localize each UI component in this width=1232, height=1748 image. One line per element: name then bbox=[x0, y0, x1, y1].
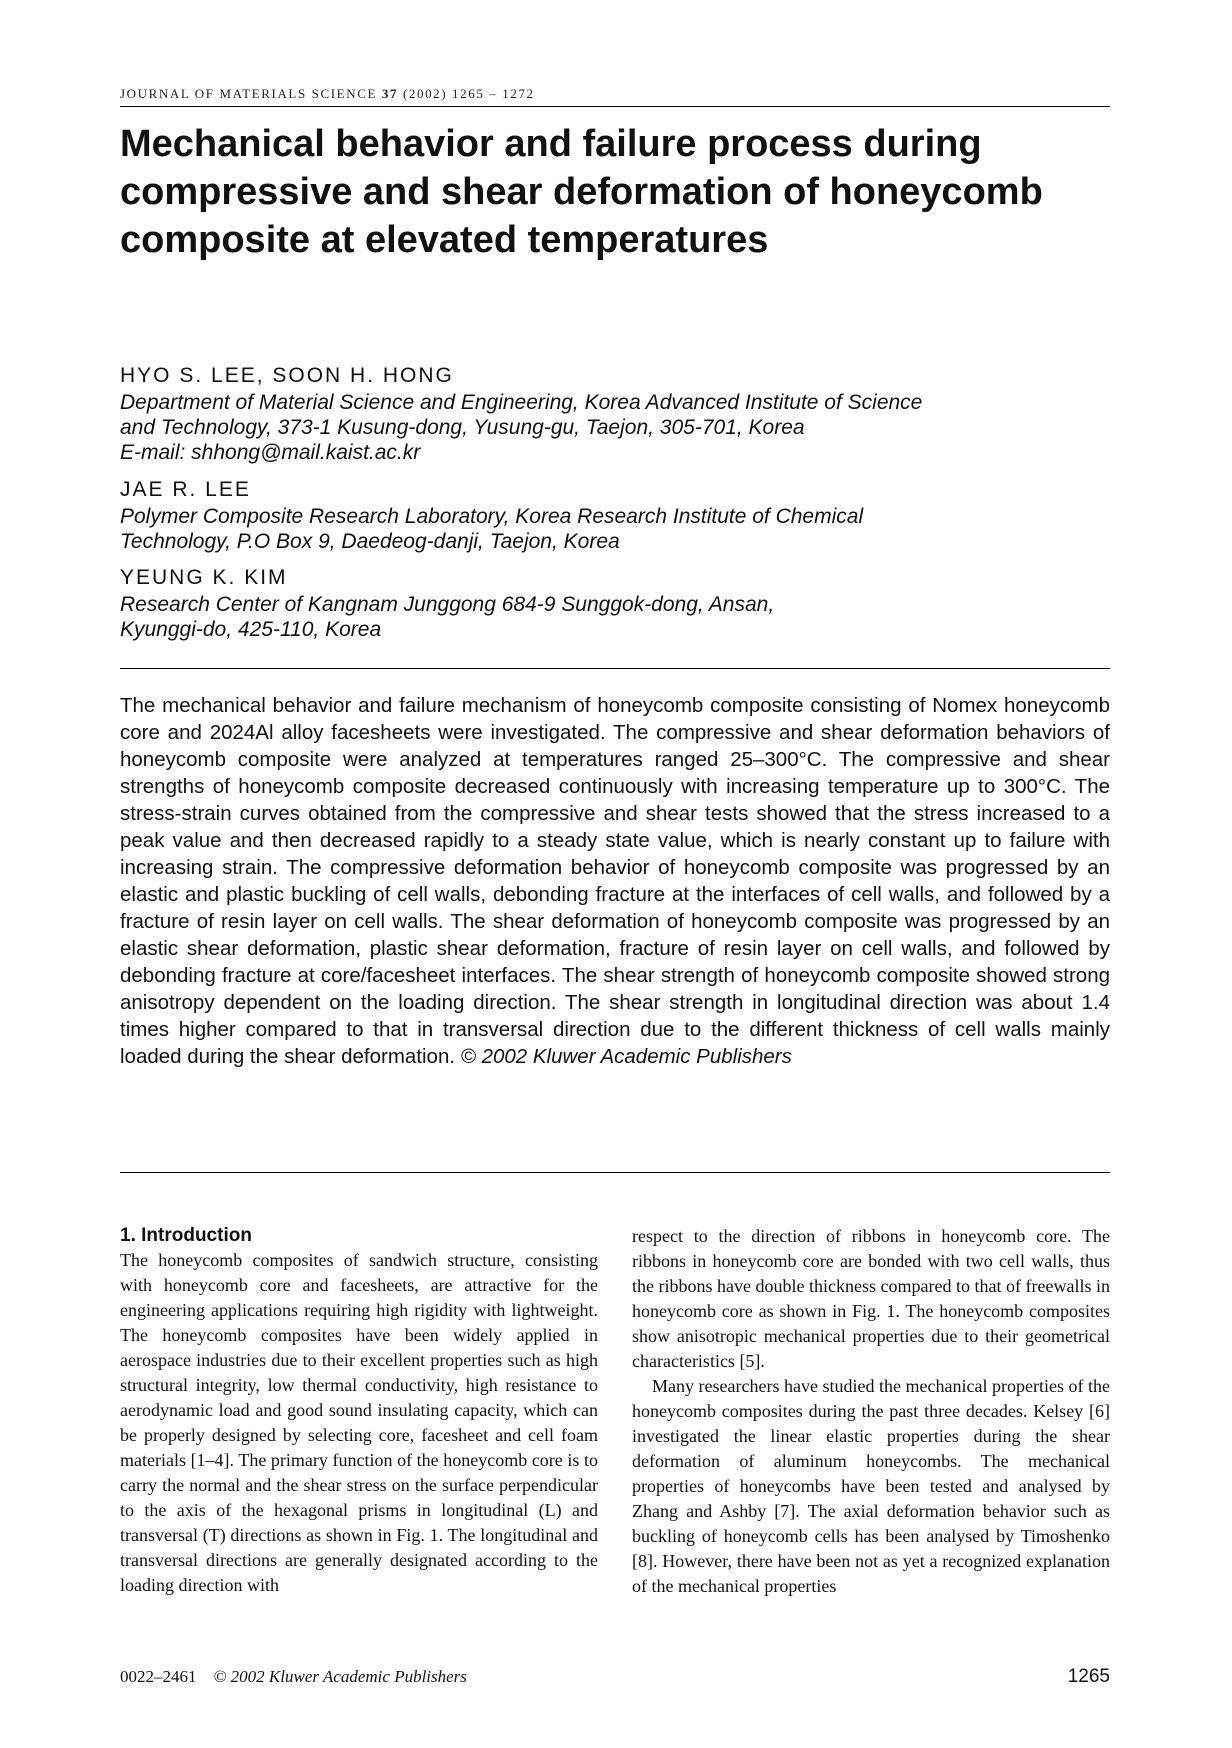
author-affiliation-1 bbox=[120, 390, 1110, 465]
email-line: E-mail: shhong@mail.kaist.ac.kr bbox=[120, 441, 421, 464]
journal-year-pages: (2002) 1265 – 1272 bbox=[402, 86, 535, 101]
affiliation-line: Research Center of Kangnam Junggong 684-9 Sunggok-dong, Ansan, bbox=[120, 593, 775, 616]
affiliation-line: Polymer Composite Research Laboratory, Korea Research Institute of Chemical bbox=[120, 505, 864, 528]
abstract-copyright: © 2002 Kluwer Academic Publishers bbox=[460, 1045, 792, 1068]
author-affiliation-2 bbox=[120, 504, 1110, 554]
body-left-column bbox=[120, 1224, 598, 1598]
affiliation-line: Department of Material Science and Engineering, Korea Advanced Institute of Science bbox=[120, 391, 923, 414]
affiliation-line: Kyunggi-do, 425-110, Korea bbox=[120, 618, 382, 641]
header-rule bbox=[120, 106, 1110, 107]
abstract-top-rule bbox=[120, 668, 1110, 669]
abstract-text: The mechanical behavior and failure mechanism of honeycomb composite consisting of Nomex honeycomb core and 2024Al alloy facesheets were investigated. The compressive and shear deformation behaviors of honeycomb composite were analyzed at temperatures ranged 25–300°C. The compressive and shear strengths of honeycomb composite decreased continuously with increasing temperature up to 300°C. The stress-strain curves obtained from the compressive and shear tests showed that the stress increased to a peak value and then decreased rapidly to a steady state value, which is nearly constant up to failure with increasing strain. The compressive deformation behavior of honeycomb composite was progressed by an elastic and plastic buckling of cell walls, debonding fracture at the interfaces of cell walls, and followed by a fracture of resin layer on cell walls. The shear deformation of honeycomb composite was progressed by an elastic shear deformation, plastic shear deformation, fracture of resin layer on cell walls, and followed by debonding fracture at core/facesheet interfaces. The shear strength of honeycomb composite showed strong anisotropy dependent on the loading direction. The shear strength in longitudinal direction was about 1.4 times higher compared to that in transversal direction due to the different thickness of cell walls mainly loaded during the shear deformation. bbox=[120, 694, 1110, 1068]
body-paragraph: Many researchers have studied the mechanical properties of the honeycomb composites during the past three decades. Kelsey [6] investigated the linear elastic properties during the shear deformation of aluminum honeycombs. The mechanical properties of honeycombs have been tested and analysed by Zhang and Ashby [7]. The axial deformation behavior such as buckling of honeycomb cells has been analysed by Timoshenko [8]. However, there have been not as yet a recognized explanation of the mechanical properties bbox=[632, 1376, 1110, 1596]
footer-copyright: © 2002 Kluwer Academic Publishers bbox=[213, 1667, 467, 1686]
author-names-3: YEUNG K. KIM bbox=[120, 566, 288, 589]
body-paragraph: The honeycomb composites of sandwich structure, consisting with honeycomb core and facesheets, are attractive for the engineering applications requiring high rigidity with lightweight. The honeycomb composites have been widely applied in aerospace industries due to their excellent properties such as high structural integrity, low thermal conductivity, high resistance to aerodynamic load and good sound insulating capacity, which can be properly designed by selecting core, facesheet and cell foam materials [1–4]. The primary function of the honeycomb core is to carry the normal and the shear stress on the surface perpendicular to the axis of the hexagonal prisms in longitudinal (L) and transversal (T) directions as shown in Fig. 1. The longitudinal and transversal directions are generally designated according to the loading direction with bbox=[120, 1250, 598, 1595]
body-paragraph: respect to the direction of ribbons in honeycomb core. The ribbons in honeycomb core are bonded with two cell walls, thus the ribbons have double thickness compared to that of freewalls in honeycomb core as shown in Fig. 1. The honeycomb composites show anisotropic mechanical properties due to their geometrical characteristics [5]. bbox=[632, 1226, 1110, 1371]
page-number: 1265 bbox=[1067, 1666, 1110, 1687]
abstract bbox=[120, 692, 1110, 1070]
abstract-bottom-rule bbox=[120, 1172, 1110, 1173]
footer-issn: 0022–2461 bbox=[120, 1667, 197, 1686]
journal-header bbox=[120, 86, 1110, 102]
section-heading: 1. Introduction bbox=[120, 1225, 252, 1246]
journal-name: JOURNAL OF MATERIALS SCIENCE bbox=[120, 86, 378, 101]
author-names-2: JAE R. LEE bbox=[120, 478, 251, 501]
affiliation-line: Technology, P.O Box 9, Daedeog-danji, Taejon, Korea bbox=[120, 530, 620, 553]
journal-volume: 37 bbox=[381, 86, 399, 101]
author-affiliation-3 bbox=[120, 592, 1110, 642]
author-names-1: HYO S. LEE, SOON H. HONG bbox=[120, 364, 454, 387]
affiliation-line: and Technology, 373-1 Kusung-dong, Yusung-gu, Taejon, 305-701, Korea bbox=[120, 416, 805, 439]
paper-title: Mechanical behavior and failure process during compressive and shear deformation of honeycomb composite at elevated temperatures bbox=[120, 123, 1043, 261]
footer-publication-info bbox=[120, 1667, 467, 1687]
body-right-column bbox=[632, 1224, 1110, 1599]
